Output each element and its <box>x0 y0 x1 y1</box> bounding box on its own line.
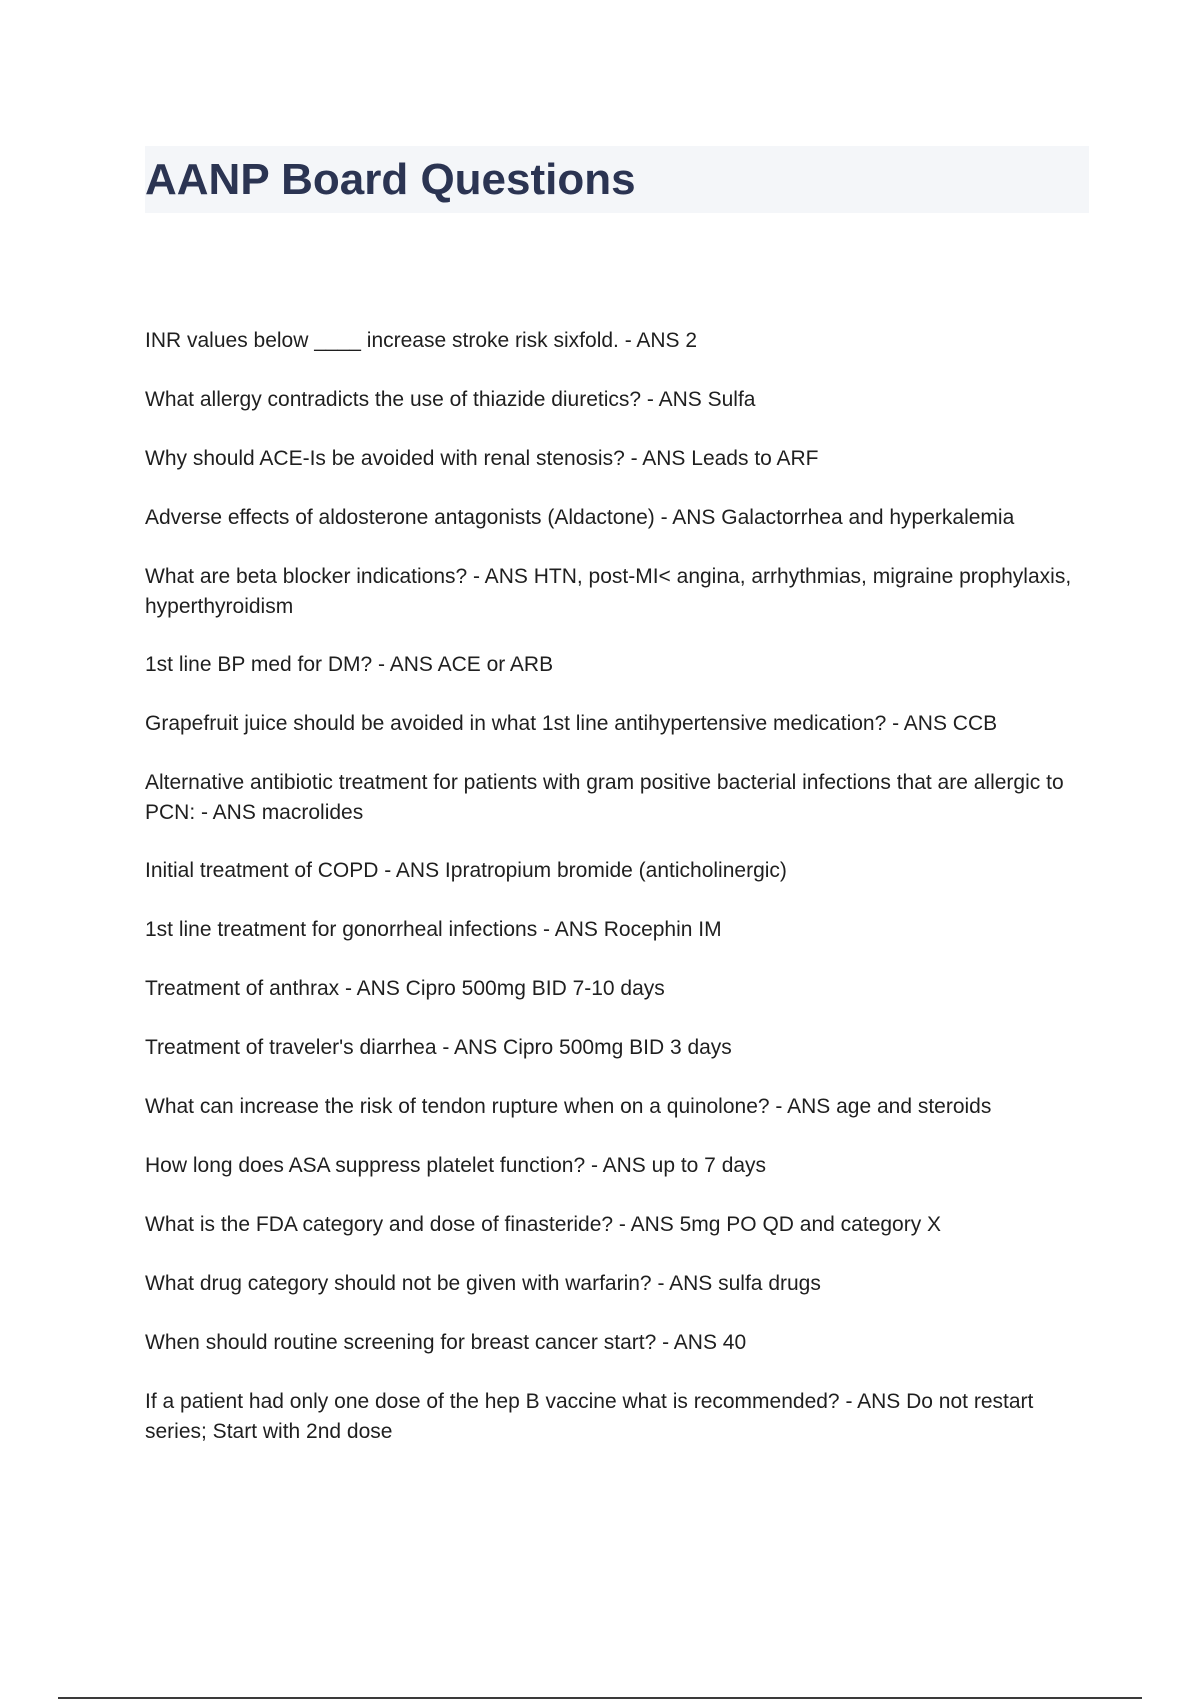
qa-item: Treatment of anthrax - ANS Cipro 500mg BID 7-10 days <box>145 977 665 1000</box>
qa-item: 1st line treatment for gonorrheal infections - ANS Rocephin IM <box>145 918 722 941</box>
qa-item: What drug category should not be given with warfarin? - ANS sulfa drugs <box>145 1272 821 1295</box>
qa-list <box>145 326 1089 1475</box>
qa-item: When should routine screening for breast cancer start? - ANS 40 <box>145 1331 747 1354</box>
qa-item: Alternative antibiotic treatment for patients with gram positive bacterial infections that are allergic to PCN: - ANS macrolides <box>145 771 1064 824</box>
qa-item: What can increase the risk of tendon rupture when on a quinolone? - ANS age and steroids <box>145 1095 992 1118</box>
qa-item: INR values below ____ increase stroke risk sixfold. - ANS 2 <box>145 329 698 352</box>
footer-rule <box>58 1697 1142 1699</box>
qa-item: 1st line BP med for DM? - ANS ACE or ARB <box>145 653 554 676</box>
qa-item: What allergy contradicts the use of thiazide diuretics? - ANS Sulfa <box>145 388 756 411</box>
document-title: AANP Board Questions <box>145 155 636 204</box>
qa-item: Adverse effects of aldosterone antagonists (Aldactone) - ANS Galactorrhea and hyperkalemia <box>145 506 1015 529</box>
qa-item: If a patient had only one dose of the hep B vaccine what is recommended? - ANS Do not restart series; Start with 2nd dose <box>145 1390 1034 1443</box>
qa-item: What is the FDA category and dose of finasteride? - ANS 5mg PO QD and category X <box>145 1213 942 1236</box>
qa-item: Initial treatment of COPD - ANS Ipratropium bromide (anticholinergic) <box>145 859 787 882</box>
qa-item: Why should ACE-Is be avoided with renal stenosis? - ANS Leads to ARF <box>145 447 819 470</box>
qa-item: Treatment of traveler's diarrhea - ANS Cipro 500mg BID 3 days <box>145 1036 732 1059</box>
qa-item: How long does ASA suppress platelet function? - ANS up to 7 days <box>145 1154 767 1177</box>
qa-item: Grapefruit juice should be avoided in what 1st line antihypertensive medication? - ANS CCB <box>145 712 998 735</box>
qa-item: What are beta blocker indications? - ANS HTN, post-MI< angina, arrhythmias, migraine prophylaxis, hyperthyroidism <box>145 565 1072 618</box>
